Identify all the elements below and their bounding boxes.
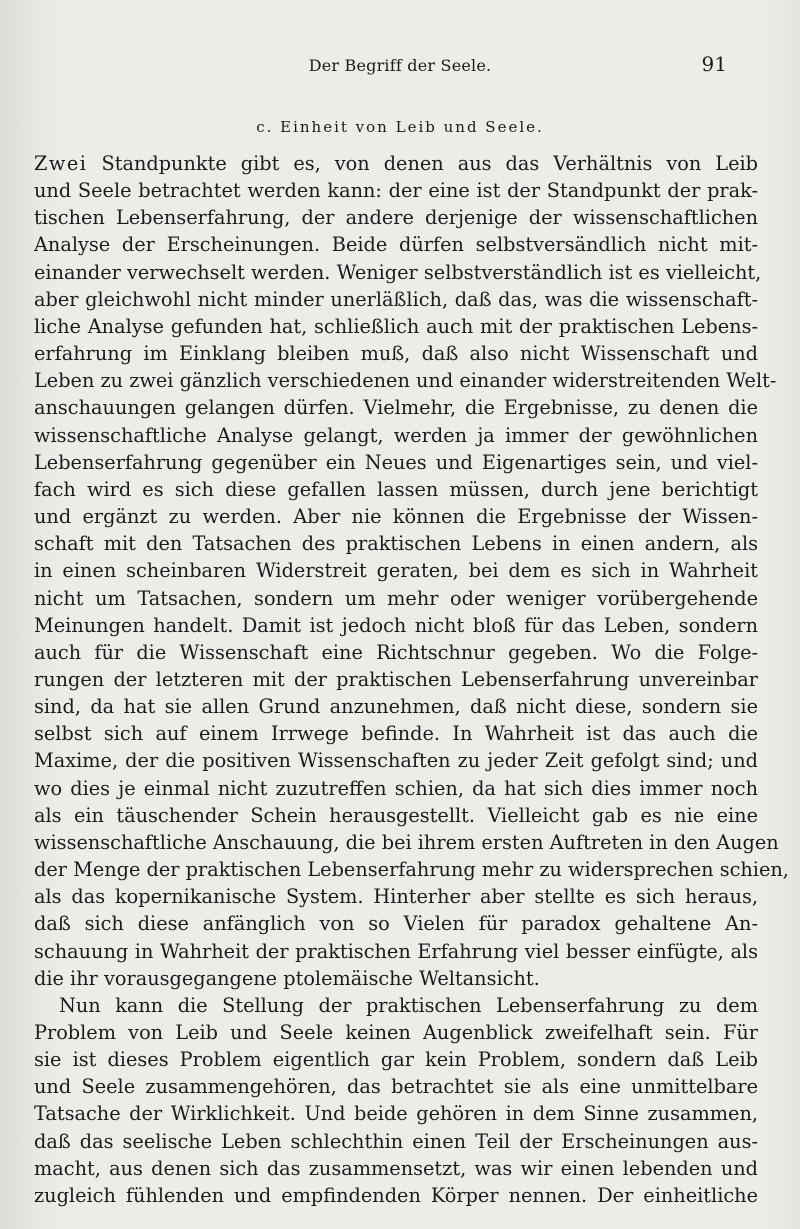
text-line: die ihr vorausgegangene ptolemäische Weltansicht. — [34, 966, 540, 990]
text-line: wo dies je einmal nicht zuzutreffen schien, da hat sich dies immer noch — [34, 776, 758, 800]
text-line: schauung in Wahrheit der praktischen Erfahrung viel besser einfügte, als — [34, 939, 758, 963]
text-line: auch für die Wissenschaft eine Richtschnur gegeben. Wo die Folge- — [34, 640, 758, 664]
text-line: einander verwechselt werden. Weniger selbstverständlich ist es vielleicht, — [34, 260, 762, 284]
body-text — [34, 150, 789, 1209]
text-line: sind, da hat sie allen Grund anzunehmen, daß nicht diese, sondern sie — [34, 695, 758, 719]
text-line: schaft mit den Tatsachen des praktischen Lebens in einen andern, als — [34, 532, 758, 556]
text-line: wissenschaftliche Analyse gelangt, werden ja immer der gewöhnlichen — [34, 423, 758, 447]
page-number: 91 — [701, 52, 727, 76]
text-line: liche Analyse gefunden hat, schließlich auch mit der praktischen Lebens- — [34, 314, 758, 338]
text-line: als ein täuschender Schein herausgestellt. Vielleicht gab es nie eine — [34, 803, 758, 827]
text-line: fach wird es sich diese gefallen lassen müssen, durch jene berichtigt — [34, 477, 758, 501]
text-line: als das kopernikanische System. Hinterher aber stellte es sich heraus, — [34, 885, 758, 909]
text-line: wissenschaftliche Anschauung, die bei ihrem ersten Auftreten in den Augen — [34, 830, 779, 854]
text-line: selbst sich auf einem Irrwege befinde. In Wahrheit ist das auch die — [34, 722, 758, 746]
text-line: tischen Lebenserfahrung, der andere derjenige der wissenschaftlichen — [34, 206, 758, 230]
text-line: nicht um Tatsachen, sondern um mehr oder weniger vorübergehende — [34, 586, 758, 610]
running-title: Der Begriff der Seele. — [308, 56, 492, 75]
text-line: Nun kann die Stellung der praktischen Lebenserfahrung zu dem — [59, 993, 758, 1017]
text-line: Analyse der Erscheinungen. Beide dürfen selbstversändlich nicht mit- — [34, 233, 758, 257]
text-line: rungen der letzteren mit der praktischen Lebenserfahrung unvereinbar — [34, 667, 758, 691]
text-line: der Menge der praktischen Lebenserfahrung mehr zu widersprechen schien, — [34, 858, 789, 882]
text-line: anschauungen gelangen dürfen. Vielmehr, die Ergebnisse, zu denen die — [34, 396, 758, 420]
text-line: aber gleichwohl nicht minder unerläßlich, daß das, was die wissenschaft- — [34, 287, 758, 311]
lead-word: Zwei — [34, 152, 88, 175]
text-line: und Seele betrachtet werden kann: der eine ist der Standpunkt der prak- — [34, 179, 758, 203]
text-line: Leben zu zwei gänzlich verschiedenen und einander widerstreitenden Welt- — [34, 369, 777, 393]
text-line: Tatsache der Wirklichkeit. Und beide gehören in dem Sinne zusammen, — [34, 1102, 758, 1126]
text-line: daß sich diese anfänglich von so Vielen für paradox gehaltene An- — [34, 912, 758, 936]
text-line: daß das seelische Leben schlechthin einen Teil der Erscheinungen aus- — [34, 1129, 758, 1153]
text-line: Meinungen handelt. Damit ist jedoch nicht bloß für das Leben, sondern — [34, 613, 758, 637]
text-line: zugleich fühlenden und empfindenden Körper nennen. Der einheitliche — [34, 1183, 758, 1207]
paragraph-2 — [34, 992, 758, 1209]
paragraph-1 — [34, 150, 789, 992]
text-line: und ergänzt zu werden. Aber nie können die Ergebnisse der Wissen- — [34, 505, 758, 529]
text-line: sie ist dieses Problem eigentlich gar kein Problem, sondern daß Leib — [34, 1048, 758, 1072]
text-line: Problem von Leib und Seele keinen Augenblick zweifelhaft sein. Für — [34, 1021, 758, 1044]
text-line: Zwei Standpunkte gibt es, von denen aus das Verhältnis von Leib — [34, 152, 758, 175]
section-heading: c. Einheit von Leib und Seele. — [256, 118, 544, 136]
text-line: und Seele zusammengehören, das betrachtet sie als eine unmittelbare — [34, 1075, 758, 1099]
text-line: Maxime, der die positiven Wissenschaften zu jeder Zeit gefolgt sind; und — [34, 749, 758, 773]
text-line: in einen scheinbaren Widerstreit geraten, bei dem es sich in Wahrheit — [34, 559, 758, 583]
text-line: Lebenserfahrung gegenüber ein Neues und Eigenartiges sein, und viel- — [34, 450, 758, 474]
text-line: macht, aus denen sich das zusammensetzt, was wir einen lebenden und — [34, 1156, 758, 1180]
text-line: erfahrung im Einklang bleiben muß, daß also nicht Wissenschaft und — [34, 342, 758, 366]
